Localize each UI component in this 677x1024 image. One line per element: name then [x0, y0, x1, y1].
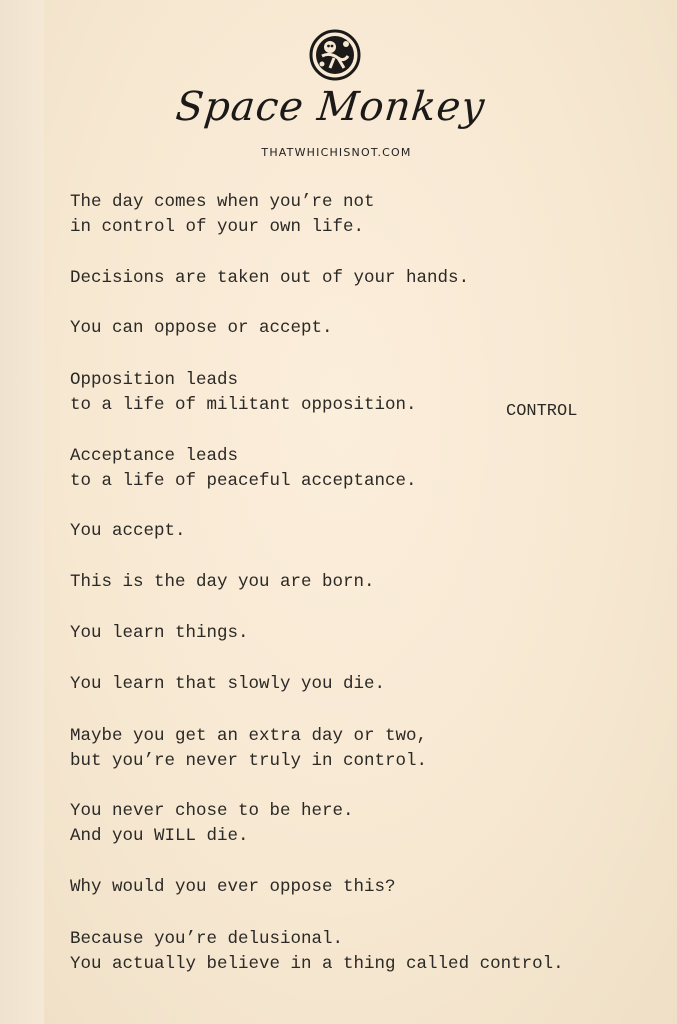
- poem-stanza: [70, 368, 417, 418]
- poem-stanza: [70, 875, 396, 900]
- poem-stanza: [70, 672, 385, 697]
- poem-stanza: [70, 621, 249, 646]
- poem-line: You can oppose or accept.: [70, 318, 333, 338]
- side-title: CONTROL: [506, 402, 578, 421]
- poem-line: And you WILL die.: [70, 826, 249, 846]
- brand-title: Space Monkey: [173, 84, 488, 130]
- poem-line: This is the day you are born.: [70, 572, 375, 592]
- poem-line: to a life of militant opposition.: [70, 395, 417, 415]
- poem-line: You accept.: [70, 521, 186, 541]
- poem-stanza: [70, 190, 375, 240]
- poem-line: Maybe you get an extra day or two,: [70, 726, 428, 746]
- poem-stanza: [70, 570, 375, 595]
- poem-line: Because you’re delusional.: [70, 929, 344, 949]
- poem-line: You never chose to be here.: [70, 801, 354, 821]
- poem-line: You learn things.: [70, 623, 249, 643]
- poem-line: but you’re never truly in control.: [70, 751, 428, 771]
- monkey-in-circle-logo-icon: [308, 28, 362, 82]
- poem-line: Why would you ever oppose this?: [70, 877, 396, 897]
- poem-line: You learn that slowly you die.: [70, 674, 386, 694]
- poem-stanza: [70, 266, 469, 291]
- poem-line: Decisions are taken out of your hands.: [70, 268, 470, 288]
- poem-stanza: [70, 519, 186, 544]
- poem-stanza: [70, 724, 427, 774]
- poem-stanza: [70, 927, 564, 977]
- poem-line: The day comes when you’re not: [70, 192, 375, 212]
- poem-stanza: [70, 316, 333, 341]
- poem-stanza: [70, 444, 417, 494]
- poem-line: to a life of peaceful acceptance.: [70, 471, 417, 491]
- poem-line: in control of your own life.: [70, 217, 365, 237]
- poem-line: Opposition leads: [70, 370, 239, 390]
- site-url: THATWHICHISNOT.COM: [261, 146, 412, 159]
- poem-stanza: [70, 799, 354, 849]
- poem-line: Acceptance leads: [70, 446, 239, 466]
- poem-line: You actually believe in a thing called control.: [70, 954, 564, 974]
